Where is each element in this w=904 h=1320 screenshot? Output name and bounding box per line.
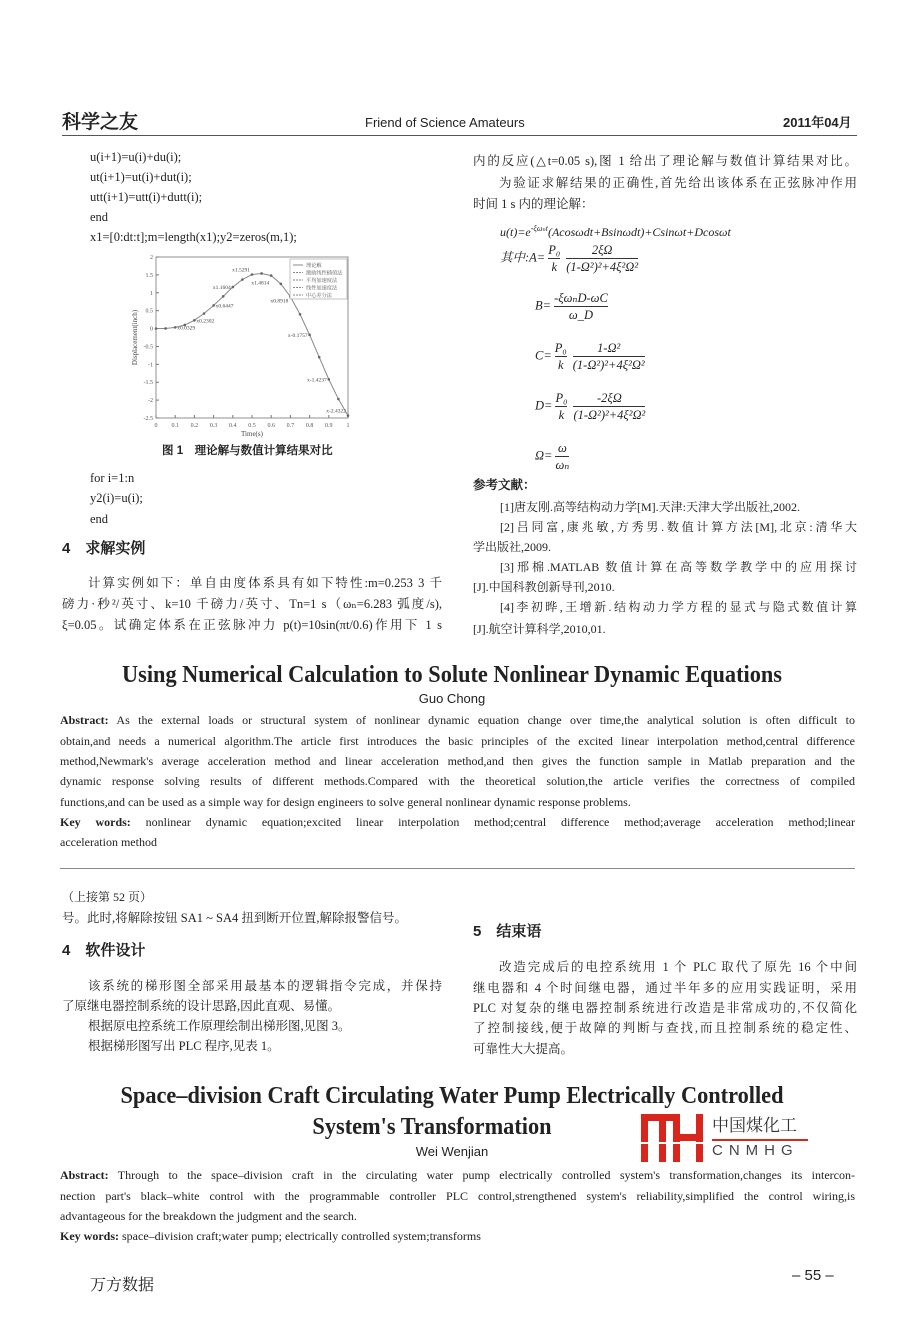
data-label: x1.1604: [212, 285, 231, 292]
abstract-line: Abstract: As the external loads or structural system of nonlinear dynamic equation change over time,the analytical solution is often difficult to: [60, 713, 855, 727]
data-point: [212, 304, 215, 307]
legend-entry: 激励线性插值法: [306, 270, 343, 277]
equation-u: $u(t)=e^{-\xi\omega_nt}(Acos\omega dt+Bsin\omega dt)+Csin\omega t+Dcos\omega t$: [500, 224, 731, 239]
keywords-line: Key words: space–division craft;water pump; electrically controlled system;transforms: [60, 1229, 481, 1243]
y-tick-label: -2.5: [143, 416, 153, 422]
x-tick-label: 0.2: [190, 423, 199, 429]
paragraph-line: 可靠性大大提高。: [473, 1042, 574, 1056]
code-line: x1=[0:dt:t];m=length(x1);y2=zeros(m,1);: [90, 230, 297, 244]
x-tick-label: 0.5: [248, 423, 256, 429]
paragraph-line: 根据原电控系统工作原理绘制出梯形图,见图 3。: [88, 1019, 351, 1033]
references-heading: 参考文献：: [473, 478, 536, 492]
figure-1-chart: [128, 250, 368, 440]
y-tick-label: -0.5: [143, 344, 153, 351]
reference-item: [J].航空计算科学,2010,01.: [473, 622, 606, 636]
data-label: x1.4814: [251, 280, 270, 287]
code-line: end: [90, 210, 109, 224]
y-tick-label: 2: [150, 255, 153, 261]
data-point: [328, 378, 331, 381]
article-divider: [60, 868, 855, 869]
article-title: Using Numerical Calculation to Solute Nonlinear Dynamic Equations: [122, 662, 782, 688]
paragraph-line: 了原继电器控制系统的设计思路,因此直观、易懂。: [62, 999, 341, 1013]
data-point: [251, 273, 254, 276]
figure-caption: 图 1 理论解与数值计算结果对比: [162, 445, 333, 457]
article-author: Wei Wenjian: [415, 1144, 489, 1159]
abstract-line: Abstract: Through to the space–division craft in the circulating water pump electrically controlled system's transformation,changes its intercon-: [60, 1168, 855, 1182]
legend-entry: 理论解: [306, 263, 322, 269]
cnmhg-watermark-logo: 中国煤化工 CNMHG: [640, 1114, 840, 1162]
equation-C: C= $\frac{\text{P₀}}{k}$ $\frac{\text{1-Ω²}}{\text{(1-Ω²)²+4ξ²Ω²}}$: [535, 341, 645, 372]
paragraph-line: PLC 对复杂的继电器控制系统进行改造是非常成功的,不仅简化: [473, 1001, 857, 1015]
code-line: end: [90, 512, 109, 526]
data-label: x0.2302: [196, 318, 215, 325]
x-tick-label: 1: [346, 423, 350, 429]
abstract-line: dynamic response solving results of different methods.Compared with the theoretical solution,the article verifies the correctness of compiled: [60, 774, 855, 788]
data-point: [308, 334, 311, 337]
equation-omega: Ω= $\frac{\omega}{\text{ωₙ}}$: [535, 441, 570, 472]
paragraph-line: 改造完成后的电控系统用 1 个 PLC 取代了原先 16 个中间: [499, 960, 857, 974]
data-label: x0.0329: [177, 325, 196, 332]
x-tick-label: 0.7: [286, 423, 295, 429]
section-heading: 4 求解实例: [62, 540, 146, 557]
abstract-line: functions,and can be used as a simple way for design engineers to solve general nonlinear dynamic response problems.: [60, 795, 631, 809]
code-line: utt(i+1)=utt(i)+dutt(i);: [90, 190, 203, 204]
data-point: [260, 272, 263, 275]
abstract-line: obtain,and needs a numerical algorithm.The article first introduces the basic principles of the excited linear interpolation method,central difference: [60, 734, 855, 748]
code-line: ut(i+1)=ut(i)+dut(i);: [90, 170, 192, 184]
section-heading: 4 软件设计: [62, 942, 146, 959]
data-point: [241, 278, 244, 281]
x-tick-label: 0: [154, 423, 158, 429]
data-label: x-2.4322: [326, 408, 346, 415]
data-point: [280, 283, 283, 286]
journal-name-cn: 科学之友: [62, 111, 139, 133]
paragraph-line: 为验证求解结果的正确性,首先给出该体系在正弦脉冲作用: [499, 176, 857, 190]
data-point: [164, 327, 167, 330]
paragraph-line: 内的反应(△t=0.05 s),图 1 给出了理论解与数值计算结果对比。: [473, 154, 857, 168]
x-tick-label: 0.3: [209, 423, 218, 429]
paragraph-line: 了控制接线,便于故障的判断与查找,而且控制系统的稳定性、: [473, 1021, 857, 1035]
reference-item: [4]李初晔,王增新.结构动力学方程的显式与隐式数值计算: [500, 600, 857, 614]
legend-entry: 线性加速度法: [306, 285, 338, 292]
y-tick-label: 1: [150, 290, 153, 297]
y-tick-label: -1: [148, 362, 153, 369]
code-line: u(i+1)=u(i)+du(i);: [90, 150, 182, 164]
data-label: x-1.4237: [307, 377, 327, 384]
y-tick-label: 0.5: [145, 308, 153, 315]
y-tick-label: -2: [148, 398, 153, 405]
y-tick-label: -1.5: [143, 380, 153, 387]
data-label: x1.5291: [232, 267, 250, 274]
x-tick-label: 0.8: [305, 423, 314, 429]
data-point: [270, 274, 273, 277]
keywords-line: acceleration method: [60, 835, 157, 849]
paragraph-line: 计算实例如下：单自由度体系具有如下特性:m=0.253 3 千: [88, 576, 442, 590]
data-label: x-0.1757: [287, 332, 308, 339]
data-point: [337, 398, 340, 401]
paragraph-line: 号。此时,将解除按钮 SA1 ~ SA4 扭到断开位置,解除报警信号。: [62, 911, 407, 925]
data-point: [318, 356, 321, 359]
paragraph-line: 该系统的梯形图全部采用最基本的逻辑指令完成，并保持: [88, 979, 442, 993]
data-point: [203, 312, 206, 315]
continued-note: （上接第 52 页）: [62, 890, 153, 904]
page-number: – 55 –: [792, 1267, 834, 1284]
data-point: [232, 286, 235, 289]
paragraph-line: 磅力·秒²/英寸、k=10 千磅力/英寸、Tn=1 s（ωₙ=6.283 弧度/s),: [62, 597, 442, 611]
equation-A: 其中:A= $\frac{\text{P₀}}{k}$ $\frac{2\xi\Omega}{\text{(1-Ω²)²+4ξ²Ω²}}$: [500, 243, 639, 274]
reference-item: [1]唐友刚.高等结构动力学[M].天津:天津大学出版社,2002.: [500, 500, 800, 514]
issue-date: 2011年04月: [783, 115, 852, 130]
article-author: Guo Chong: [418, 691, 486, 706]
data-label: x0.8918: [270, 298, 289, 305]
x-tick-label: 0.6: [267, 423, 275, 429]
equation-D: D= $\frac{\text{P₀}}{k}$ $\frac{-2\xi\Omega}{\text{(1-Ω²)²+4ξ²Ω²}}$: [535, 391, 646, 422]
data-point: [222, 295, 225, 298]
reference-item: [3]邢棉.MATLAB 数值计算在高等数学教学中的应用探讨: [500, 560, 857, 574]
data-label: x0.6447: [215, 303, 234, 310]
y-tick-label: 1.5: [145, 272, 153, 279]
mh-logo-icon: [640, 1114, 704, 1162]
reference-item: [2]吕同富,康兆敏,方秀男.数值计算方法[M],北京:清华大: [500, 520, 857, 534]
abstract-line: method,Newmark's average acceleration method and linear acceleration method,and then gives the function sample in Matlab preparation and the: [60, 754, 855, 768]
keywords-line: Key words: nonlinear dynamic equation;excited linear interpolation method;central difference method;average acceleration method;linear: [60, 815, 856, 829]
data-point: [299, 313, 302, 316]
legend-entry: 中心差分法: [306, 293, 332, 299]
x-tick-label: 0.1: [171, 423, 179, 429]
data-point: [347, 414, 350, 417]
section-heading: 5 结束语: [473, 923, 542, 940]
header-rule: [62, 135, 857, 136]
data-point: [174, 326, 177, 329]
source-label: 万方数据: [90, 1277, 155, 1294]
paragraph-line: ξ=0.05。试确定体系在正弦脉冲力 p(t)=10sin(πt/0.6)作用下 1 s: [62, 618, 442, 632]
data-point: [155, 327, 158, 330]
code-line: for i=1:n: [90, 471, 135, 485]
article-title: Space–division Craft Circulating Water Pump Electrically Controlled: [120, 1083, 784, 1109]
paragraph-line: 继电器和 4 个时间继电器，通过半年多的应用实践证明，采用: [473, 981, 857, 995]
reference-item: 学出版社,2009.: [473, 540, 552, 554]
x-axis-label: Time(s): [241, 430, 263, 438]
code-line: y2(i)=u(i);: [90, 491, 143, 505]
y-tick-label: 0: [150, 326, 153, 333]
article-title: System's Transformation: [312, 1114, 552, 1140]
abstract-line: advantageous for the breakdown the judgment and the search.: [60, 1209, 357, 1223]
paragraph-line: 时间 1 s 内的理论解：: [473, 197, 594, 211]
data-point: [193, 319, 196, 322]
reference-item: [J].中国科教创新导刊,2010.: [473, 580, 615, 594]
legend-entry: 平均加速度法: [306, 278, 338, 284]
paragraph-line: 根据梯形图写出 PLC 程序,见表 1。: [88, 1039, 280, 1053]
x-tick-label: 0.9: [325, 423, 333, 429]
abstract-line: nection part's black–white control with the programmable controller PLC control,strengthened system's reliability,simplified the control wiring,is: [60, 1189, 855, 1203]
journal-name-en: Friend of Science Amateurs: [365, 115, 525, 130]
equation-B: B= -ξωₙD-ωC ω_D: [535, 291, 608, 322]
y-axis-label: Displacement(inch): [131, 309, 139, 366]
x-tick-label: 0.4: [229, 423, 237, 429]
